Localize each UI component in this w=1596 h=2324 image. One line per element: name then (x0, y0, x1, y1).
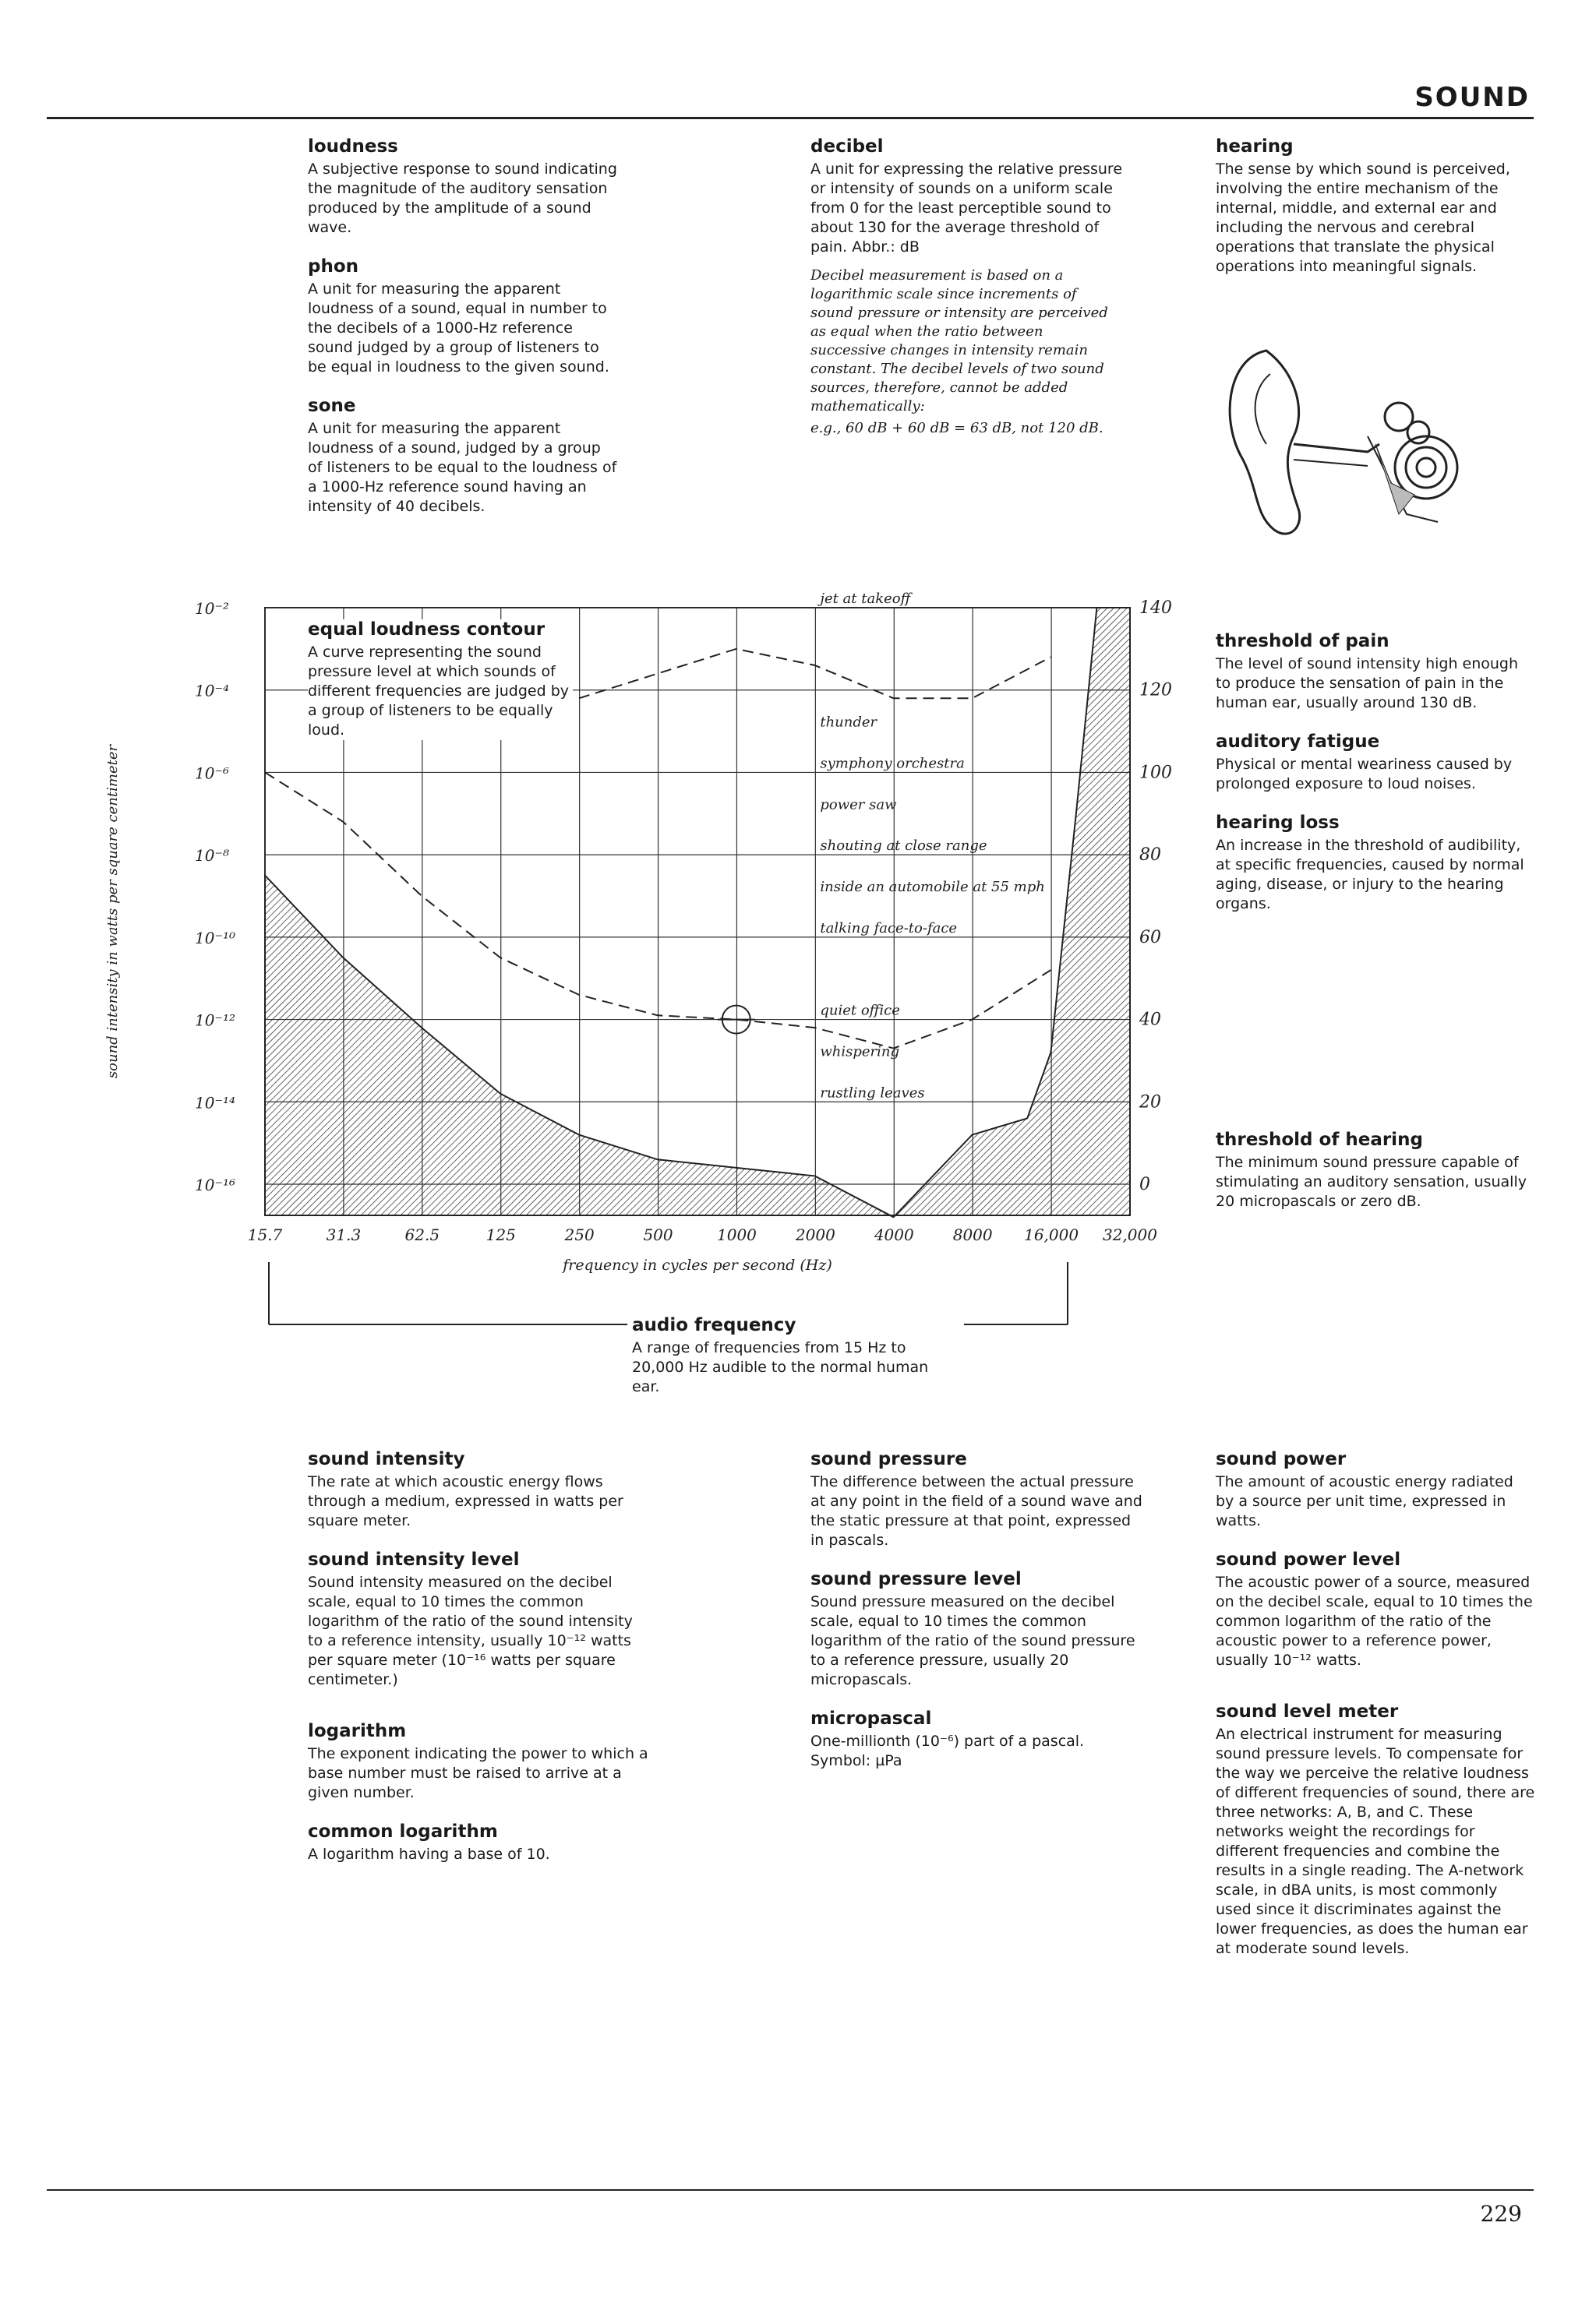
term-definition: A unit for measuring the apparent loudness of a sound, equal in number to the decibels of a 1000-Hz reference sound judged by a group of listeners to be equal in loudness to the given sound. (308, 280, 609, 376)
term-definition: A curve representing the sound pressure level at which sounds of different frequencies are judged by a group of listeners to be equally loud. (308, 644, 569, 739)
term-auditory-fatigue (1216, 732, 1535, 794)
y-left-tick-label: 10⁻⁶ (195, 763, 230, 783)
x-tick-label: 125 (486, 1225, 516, 1244)
term-title: sound pressure (810, 1449, 967, 1469)
term-sound-power (1216, 1449, 1535, 1531)
x-tick-label: 500 (643, 1225, 673, 1244)
term-title: hearing loss (1216, 813, 1340, 833)
sound-source-label: symphony orchestra (820, 755, 965, 772)
page-number: 229 (1480, 2201, 1522, 2227)
sound-source-label: jet at takeoff (820, 591, 911, 607)
y-left-tick-label: 10⁻¹² (195, 1010, 236, 1030)
right-definitions (1216, 631, 1535, 933)
term-definition: The acoustic power of a source, measured on the decibel scale, equal to 10 times the common logarithm of the ratio of the acoustic power to a reference power, usually 10⁻¹² watts. (1216, 1574, 1533, 1669)
term-definition: The difference between the actual pressure at any point in the field of a sound wave and the static pressure at that point, expressed in pascals. (810, 1473, 1142, 1549)
term-definition: An increase in the threshold of audibility, at specific frequencies, caused by normal aging, disease, or injury to the hearing organs. (1216, 837, 1524, 912)
term-definition: The amount of acoustic energy radiated by a source per unit time, expressed in watts. (1216, 1473, 1513, 1529)
x-tick-label: 31.3 (326, 1225, 362, 1244)
term-loudness (308, 136, 620, 238)
section-title: SOUND (1414, 82, 1530, 113)
y-right-tick-label: 40 (1139, 1010, 1161, 1030)
term-title: sound pressure level (810, 1569, 1022, 1589)
term-definition: Sound intensity measured on the decibel scale, equal to 10 times the common logarithm of the ratio of the sound intensity to a reference intensity, usually 10⁻¹² watts per square meter (10⁻¹⁶ watts per square centimeter.) (308, 1574, 633, 1688)
term-title: sound intensity (308, 1449, 465, 1469)
x-tick-label: 4000 (874, 1225, 914, 1244)
decibel-note: Decibel measurement is based on a logarithmic scale since increments of sound pressure or intensity are perceived as equal when the ratio between successive changes in intensity remain constant. The decibel levels of two sound sources, therefore, cannot be added mathematically: (810, 267, 1108, 414)
term-title: threshold of hearing (1216, 1130, 1423, 1150)
term-sound-intensity (308, 1449, 651, 1531)
term-definition: The level of sound intensity high enough to produce the sensation of pain in the human ear, usually around 130 dB. (1216, 655, 1519, 711)
term-definition: A logarithm having a base of 10. (308, 1846, 550, 1863)
term-phon (308, 256, 620, 377)
y-right-tick-label: 100 (1139, 763, 1172, 783)
x-tick-label: 62.5 (404, 1225, 440, 1244)
term-sound-level-meter (1216, 1702, 1535, 1959)
y-axis-label: sound intensity in watts per square centimeter (104, 744, 121, 1079)
decibel-definition (810, 136, 1122, 438)
hearing-definition (1216, 136, 1535, 277)
term-hearing-loss (1216, 813, 1535, 914)
x-tick-label: 32,000 (1103, 1225, 1157, 1244)
y-right-tick-label: 20 (1139, 1092, 1161, 1113)
term-threshold-of-pain (1216, 631, 1535, 713)
loudness-chart (94, 577, 1208, 1293)
y-left-tick-label: 10⁻⁸ (195, 846, 230, 866)
equal-loudness-contour-upper (579, 649, 1050, 698)
x-tick-label: 250 (564, 1225, 595, 1244)
term-micropascal (810, 1709, 1146, 1771)
term-definition: An electrical instrument for measuring sound pressure levels. To compensate for the way we perceive the relative loudness of different frequencies of sound, there are three networks: A, B, and C. These networks weight the recordings for different frequencies and combine the results in a single reading. The A-network scale, in dBA units, is most commonly used since it discriminates against the lower frequencies, as does the human ear at moderate sound levels. (1216, 1726, 1535, 1957)
x-tick-label: 15.7 (247, 1225, 283, 1244)
y-right-tick-label: 140 (1139, 598, 1172, 618)
term-title: audio frequency (632, 1315, 796, 1335)
sound-source-label: power saw (820, 796, 897, 813)
sound-source-label: thunder (820, 714, 877, 731)
term-definition: Physical or mental weariness caused by prolonged exposure to loud noises. (1216, 756, 1513, 792)
sound-source-label: shouting at close range (820, 838, 987, 855)
term-title: micropascal (810, 1709, 932, 1729)
term-title: threshold of pain (1216, 631, 1389, 651)
term-title: phon (308, 256, 359, 277)
term-definition: One-millionth (10⁻⁶) part of a pascal. Symbol: µPa (810, 1733, 1085, 1769)
term-title: sone (308, 396, 356, 416)
y-right-tick-label: 80 (1139, 845, 1161, 866)
x-tick-label: 2000 (795, 1225, 835, 1244)
term-title: decibel (810, 136, 884, 157)
sound-source-label: talking face-to-face (820, 919, 958, 936)
sound-source-label: rustling leaves (820, 1084, 925, 1102)
sound-source-label: quiet office (820, 1002, 900, 1019)
term-title: equal loudness contour (308, 619, 546, 640)
term-sound-power-level (1216, 1550, 1535, 1670)
y-left-tick-label: 10⁻¹⁰ (195, 928, 236, 947)
term-definition: A subjective response to sound indicating the magnitude of the auditory sensation produced by the amplitude of a sound wave. (308, 160, 617, 236)
term-definition: A range of frequencies from 15 Hz to 20,000 Hz audible to the normal human ear. (632, 1339, 929, 1395)
decibel-example: e.g., 60 dB + 60 dB = 63 dB, not 120 dB. (810, 420, 1103, 436)
y-left-tick-label: 10⁻¹⁶ (195, 1176, 236, 1194)
term-sound-pressure (810, 1449, 1146, 1550)
term-definition: The rate at which acoustic energy flows through a medium, expressed in watts per square meter. (308, 1473, 623, 1529)
term-title: sound level meter (1216, 1702, 1399, 1722)
term-title: sound power (1216, 1449, 1347, 1469)
header-rule (47, 117, 1534, 119)
term-title: hearing (1216, 136, 1294, 157)
y-left-tick-label: 10⁻¹⁴ (195, 1093, 236, 1113)
ear-illustration (1212, 327, 1469, 561)
y-left-tick-label: 10⁻² (195, 599, 230, 618)
y-right-tick-label: 60 (1139, 927, 1161, 947)
term-title: sound power level (1216, 1550, 1401, 1570)
term-title: common logarithm (308, 1821, 498, 1842)
x-tick-label: 16,000 (1024, 1225, 1079, 1244)
term-title: auditory fatigue (1216, 732, 1380, 752)
term-definition: The sense by which sound is perceived, involving the entire mechanism of the internal, middle, and external ear and including the nervous and cerebral operations that translate the physical operations into meaningful signals. (1216, 160, 1510, 275)
x-tick-label: 1000 (717, 1225, 757, 1244)
footer-rule (47, 2189, 1534, 2191)
term-sound-intensity-level (308, 1550, 651, 1690)
top-left-definitions (308, 136, 620, 535)
x-tick-label: 8000 (952, 1225, 993, 1244)
bottom-left-definitions (308, 1449, 651, 1883)
y-right-tick-label: 120 (1139, 680, 1172, 700)
term-title: sound intensity level (308, 1550, 520, 1570)
term-definition: The exponent indicating the power to which a base number must be raised to arrive at a given number. (308, 1745, 648, 1801)
term-sound-pressure-level (810, 1569, 1146, 1690)
term-title: loudness (308, 136, 398, 157)
sound-source-label: inside an automobile at 55 mph (820, 879, 1045, 895)
term-logarithm (308, 1721, 651, 1803)
equal-loudness-contour-definition (308, 619, 573, 740)
term-definition: Sound pressure measured on the decibel scale, equal to 10 times the common logarithm of the ratio of the sound pressure to a reference pressure, usually 20 micropascals. (810, 1593, 1135, 1688)
term-definition: The minimum sound pressure capable of stimulating an auditory sensation, usually 20 micropascals or zero dB. (1216, 1154, 1527, 1210)
audio-frequency-definition (627, 1315, 964, 1397)
term-common-logarithm (308, 1821, 651, 1864)
bottom-right-definitions (1216, 1449, 1535, 1977)
term-title: logarithm (308, 1721, 407, 1741)
y-left-tick-label: 10⁻⁴ (195, 681, 230, 700)
threshold-of-hearing-definition (1216, 1130, 1535, 1211)
y-right-tick-label: 0 (1139, 1175, 1150, 1194)
term-definition: A unit for measuring the apparent loudness of a sound, judged by a group of listeners to be equal to the loudness of a 1000-Hz reference sound having an intensity of 40 decibels. (308, 420, 617, 515)
term-sone (308, 396, 620, 517)
x-axis-label: frequency in cycles per second (Hz) (563, 1257, 832, 1274)
sound-source-label: whispering (820, 1043, 900, 1060)
bottom-middle-definitions (810, 1449, 1146, 1790)
term-definition: A unit for expressing the relative pressure or intensity of sounds on a uniform scale from 0 for the least perceptible sound to about 130 for the average threshold of pain. Abbr.: dB (810, 160, 1123, 256)
